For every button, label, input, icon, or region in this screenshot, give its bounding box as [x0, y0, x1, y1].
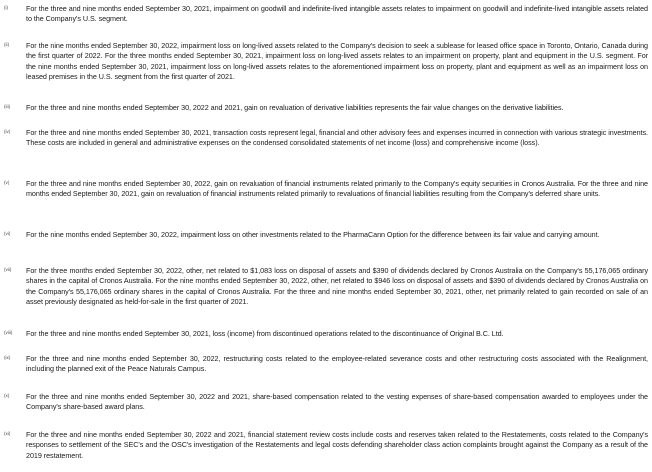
footnote-marker: (ii) [4, 42, 10, 47]
footnote-text: For the three months ended September 30, 2022, other, net related to $1,083 loss on disposal of assets and $390 of dividends declared by Cronos Australia on the Company's 55,176,065 ordinary shares in the capital of Cronos Australia. For the nine months ended September 30, 2022, other, net related to $946 loss on disposal of assets and $390 of dividends declared by Cronos Australia on the Company's 55,176,065 ordinary shares in the capital of Cronos Australia. For the three and nine months ended September 30, 2021, other, net primarily related to gain recorded on sale of an asset previously designated as held-for-sale in the first quarter of 2021. [26, 266, 648, 306]
footnote-marker: (ix) [4, 355, 11, 360]
footnote-text: For the three and nine months ended September 30, 2022, restructuring costs related to the employee-related severance costs and other restructuring costs associated with the Realignment, including the planned exit of the Peace Naturals Campus. [26, 354, 648, 374]
footnote-marker: (viii) [4, 330, 13, 335]
footnote-marker: (vii) [4, 267, 12, 272]
footnote-marker: (iv) [4, 129, 11, 134]
footnote-marker: (v) [4, 180, 10, 185]
footnote-text: For the three and nine months ended September 30, 2022 and 2021, gain on revaluation of derivative liabilities represents the fair value changes on the derivative liabilities. [26, 103, 564, 112]
footnote-text: For the nine months ended September 30, 2022, impairment loss on long-lived assets related to the Company's decision to seek a sublease for leased office space in Toronto, Ontario, Canada during the first quarter of 2022. For the three months ended September 30, 2021, impairment loss on long-lived assets relates to an impairment on property, plant and equipment in the U.S. segment. For the nine months ended September 30, 2021, impairment loss on long-lived assets relates to the aforementioned impairment loss on property, plant and equipment as well as an impairment loss on leased premises in the U.S. segment from the first quarter of 2021. [26, 41, 648, 81]
footnote-text: For the three and nine months ended September 30, 2021, transaction costs represent legal, financial and other advisory fees and expenses incurred in connection with various strategic investments. These costs are included in general and administrative expenses on the condensed consolidated statements of net income (loss) and comprehensive income (loss). [26, 128, 648, 148]
footnote-text: For the three and nine months ended September 30, 2021, impairment on goodwill and indefinite-lived intangible assets relates to impairment on goodwill and indefinite-lived intangible assets related to the Company's U.S. segment. [26, 4, 648, 24]
footnote-marker: (vi) [4, 231, 11, 236]
footnote-text: For the three and nine months ended September 30, 2021, loss (income) from discontinued operations related to the discontinuance of Original B.C. Ltd. [26, 329, 504, 338]
footnote-marker: (x) [4, 393, 10, 398]
footnote-text: For the three and nine months ended September 30, 2022 and 2021, share-based compensation related to the vesting expenses of share-based compensation awarded to employees under the Company's share-based award plans. [26, 392, 648, 412]
footnote-text: For the nine months ended September 30, 2022, impairment loss on other investments related to the PharmaCann Option for the difference between its fair value and carrying amount. [26, 230, 600, 239]
footnote-text: For the three and nine months ended September 30, 2022 and 2021, financial statement review costs include costs and reserves taken related to the Restatements, costs related to the Company's responses to settlement of the SEC's and the OSC's investigation of the Restatements and legal costs defending shareholder class action complaints brought against the Company as a result of the 2019 restatement. [26, 430, 648, 460]
footnote-marker: (iii) [4, 104, 11, 109]
footnote-text: For the three and nine months ended September 30, 2022, gain on revaluation of financial instruments related primarily to the Company's equity securities in Cronos Australia. For the three and nine months ended September 30, 2021, gain on revaluation of financial instruments related primarily to revaluations of financial liabilities resulting from the Company's deferred share units. [26, 179, 648, 199]
footnote-marker: (xi) [4, 431, 11, 436]
footnote-marker: (i) [4, 5, 9, 10]
